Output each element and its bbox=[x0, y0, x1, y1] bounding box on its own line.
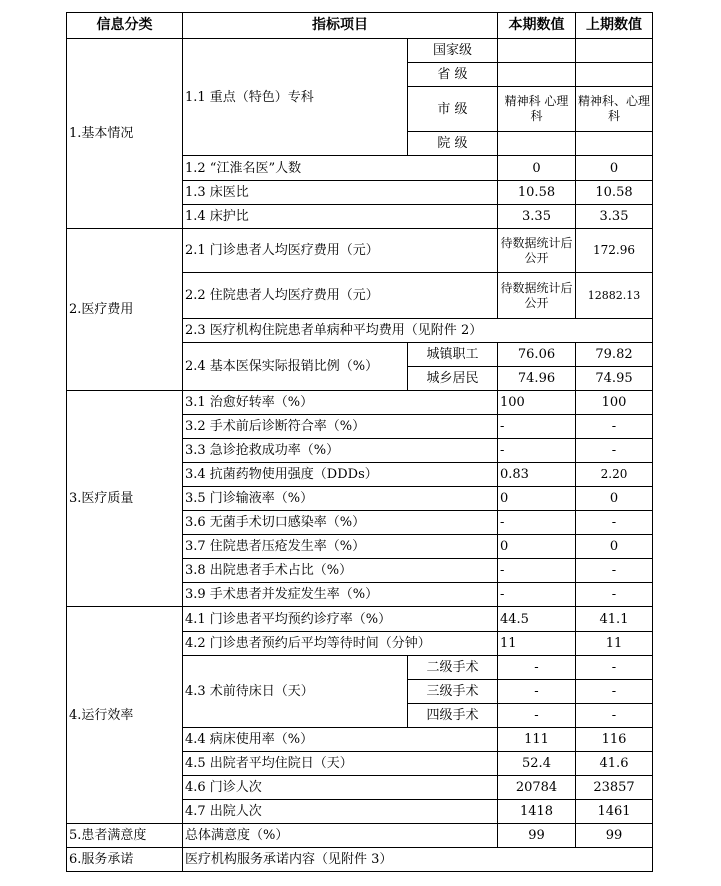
section-cost-label: 2.医疗费用 bbox=[67, 229, 183, 391]
efficiency-row-label: 4.4 病床使用率（%） bbox=[183, 728, 498, 752]
insurance-urban-rural-previous: 74.95 bbox=[576, 367, 653, 391]
quality-row-current: 0 bbox=[498, 487, 576, 511]
quality-row-label: 3.7 住院患者压疮发生率（%） bbox=[183, 535, 498, 559]
efficiency-row-previous: 41.1 bbox=[576, 607, 653, 632]
basic-row-previous: 10.58 bbox=[576, 181, 653, 205]
insurance-label: 2.4 基本医保实际报销比例（%） bbox=[183, 343, 408, 391]
specialty-county-previous bbox=[576, 132, 653, 156]
basic-row-label: 1.2 “江淮名医”人数 bbox=[183, 156, 498, 181]
efficiency-row-current: 11 bbox=[498, 632, 576, 656]
quality-row-current: 0 bbox=[498, 535, 576, 559]
section-efficiency-label: 4.运行效率 bbox=[67, 607, 183, 824]
efficiency-row-previous: 1461 bbox=[576, 800, 653, 824]
preop-level-current: - bbox=[498, 680, 576, 704]
basic-row-label: 1.3 床医比 bbox=[183, 181, 498, 205]
quality-row-label: 3.6 无菌手术切口感染率（%） bbox=[183, 511, 498, 535]
specialty-provincial-previous bbox=[576, 63, 653, 87]
section-basic-label: 1.基本情况 bbox=[67, 39, 183, 229]
preop-level-previous: - bbox=[576, 680, 653, 704]
quality-row-current: 100 bbox=[498, 391, 576, 415]
cost-row-previous: 12882.13 bbox=[576, 273, 653, 319]
insurance-urban-worker-current: 76.06 bbox=[498, 343, 576, 367]
quality-row-previous: 2.20 bbox=[576, 463, 653, 487]
preop-level-previous: - bbox=[576, 704, 653, 728]
efficiency-row-previous: 41.6 bbox=[576, 752, 653, 776]
section-commitment-label: 6.服务承诺 bbox=[67, 848, 183, 872]
level-city: 市 级 bbox=[408, 87, 498, 132]
cost-row-label: 2.2 住院患者人均医疗费用（元） bbox=[183, 273, 498, 319]
basic-row-current: 3.35 bbox=[498, 205, 576, 229]
quality-row-previous: - bbox=[576, 559, 653, 583]
basic-row-current: 0 bbox=[498, 156, 576, 181]
level-national: 国家级 bbox=[408, 39, 498, 63]
efficiency-row-current: 20784 bbox=[498, 776, 576, 800]
preop-level-current: - bbox=[498, 656, 576, 680]
quality-row-label: 3.3 急诊抢救成功率（%） bbox=[183, 439, 498, 463]
satisfaction-row-current: 99 bbox=[498, 824, 576, 848]
quality-row-previous: 100 bbox=[576, 391, 653, 415]
quality-row-current: - bbox=[498, 511, 576, 535]
efficiency-row-current: 1418 bbox=[498, 800, 576, 824]
quality-row-previous: - bbox=[576, 415, 653, 439]
efficiency-row-label: 4.6 门诊人次 bbox=[183, 776, 498, 800]
quality-row-label: 3.1 治愈好转率（%） bbox=[183, 391, 498, 415]
hospital-indicator-table bbox=[66, 12, 653, 872]
header-category: 信息分类 bbox=[67, 13, 183, 39]
efficiency-row-current: 111 bbox=[498, 728, 576, 752]
preop-level: 二级手术 bbox=[408, 656, 498, 680]
efficiency-row-label: 4.2 门诊患者预约后平均等待时间（分钟） bbox=[183, 632, 498, 656]
quality-row-previous: - bbox=[576, 511, 653, 535]
header-current: 本期数值 bbox=[498, 13, 576, 39]
quality-row-previous: - bbox=[576, 583, 653, 607]
basic-row-label: 1.4 床护比 bbox=[183, 205, 498, 229]
quality-row-current: - bbox=[498, 439, 576, 463]
preop-level-previous: - bbox=[576, 656, 653, 680]
quality-row-label: 3.4 抗菌药物使用强度（DDDs） bbox=[183, 463, 498, 487]
basic-row-current: 10.58 bbox=[498, 181, 576, 205]
satisfaction-row-previous: 99 bbox=[576, 824, 653, 848]
specialty-city-current: 精神科 心理科 bbox=[498, 87, 576, 132]
satisfaction-row-label: 总体满意度（%） bbox=[183, 824, 498, 848]
quality-row-label: 3.2 手术前后诊断符合率（%） bbox=[183, 415, 498, 439]
preop-level: 四级手术 bbox=[408, 704, 498, 728]
quality-row-current: - bbox=[498, 583, 576, 607]
efficiency-row-label: 4.5 出院者平均住院日（天） bbox=[183, 752, 498, 776]
basic-row-previous: 0 bbox=[576, 156, 653, 181]
specialty-county-current bbox=[498, 132, 576, 156]
cost-row-current: 待数据统计后公开 bbox=[498, 229, 576, 273]
efficiency-row-label: 4.1 门诊患者平均预约诊疗率（%） bbox=[183, 607, 498, 632]
quality-row-label: 3.9 手术患者并发症发生率（%） bbox=[183, 583, 498, 607]
cost-row-23: 2.3 医疗机构住院患者单病种平均费用（见附件 2） bbox=[183, 319, 653, 343]
quality-row-previous: - bbox=[576, 439, 653, 463]
cost-row-previous: 172.96 bbox=[576, 229, 653, 273]
quality-row-current: - bbox=[498, 415, 576, 439]
efficiency-row-label: 4.7 出院人次 bbox=[183, 800, 498, 824]
specialty-national-previous bbox=[576, 39, 653, 63]
specialty-provincial-current bbox=[498, 63, 576, 87]
commitment-text: 医疗机构服务承诺内容（见附件 3） bbox=[183, 848, 653, 872]
insurance-urban-rural-current: 74.96 bbox=[498, 367, 576, 391]
insurance-urban-worker-previous: 79.82 bbox=[576, 343, 653, 367]
preop-level-current: - bbox=[498, 704, 576, 728]
efficiency-row-previous: 116 bbox=[576, 728, 653, 752]
specialty-national-current bbox=[498, 39, 576, 63]
specialty-label: 1.1 重点（特色）专科 bbox=[183, 39, 408, 156]
header-previous: 上期数值 bbox=[576, 13, 653, 39]
insurance-urban-rural: 城乡居民 bbox=[408, 367, 498, 391]
level-county: 院 级 bbox=[408, 132, 498, 156]
efficiency-row-previous: 23857 bbox=[576, 776, 653, 800]
quality-row-label: 3.5 门诊输液率（%） bbox=[183, 487, 498, 511]
specialty-city-previous: 精神科、心理科 bbox=[576, 87, 653, 132]
quality-row-current: - bbox=[498, 559, 576, 583]
section-satisfaction-label: 5.患者满意度 bbox=[67, 824, 183, 848]
cost-row-label: 2.1 门诊患者人均医疗费用（元） bbox=[183, 229, 498, 273]
quality-row-label: 3.8 出院患者手术占比（%） bbox=[183, 559, 498, 583]
preop-level: 三级手术 bbox=[408, 680, 498, 704]
quality-row-previous: 0 bbox=[576, 535, 653, 559]
cost-row-current: 待数据统计后公开 bbox=[498, 273, 576, 319]
level-provincial: 省 级 bbox=[408, 63, 498, 87]
header-item: 指标项目 bbox=[183, 13, 498, 39]
quality-row-previous: 0 bbox=[576, 487, 653, 511]
quality-row-current: 0.83 bbox=[498, 463, 576, 487]
efficiency-row-previous: 11 bbox=[576, 632, 653, 656]
insurance-urban-worker: 城镇职工 bbox=[408, 343, 498, 367]
section-quality-label: 3.医疗质量 bbox=[67, 391, 183, 607]
efficiency-row-current: 44.5 bbox=[498, 607, 576, 632]
efficiency-row-current: 52.4 bbox=[498, 752, 576, 776]
basic-row-previous: 3.35 bbox=[576, 205, 653, 229]
preop-label: 4.3 术前待床日（天） bbox=[183, 656, 408, 728]
